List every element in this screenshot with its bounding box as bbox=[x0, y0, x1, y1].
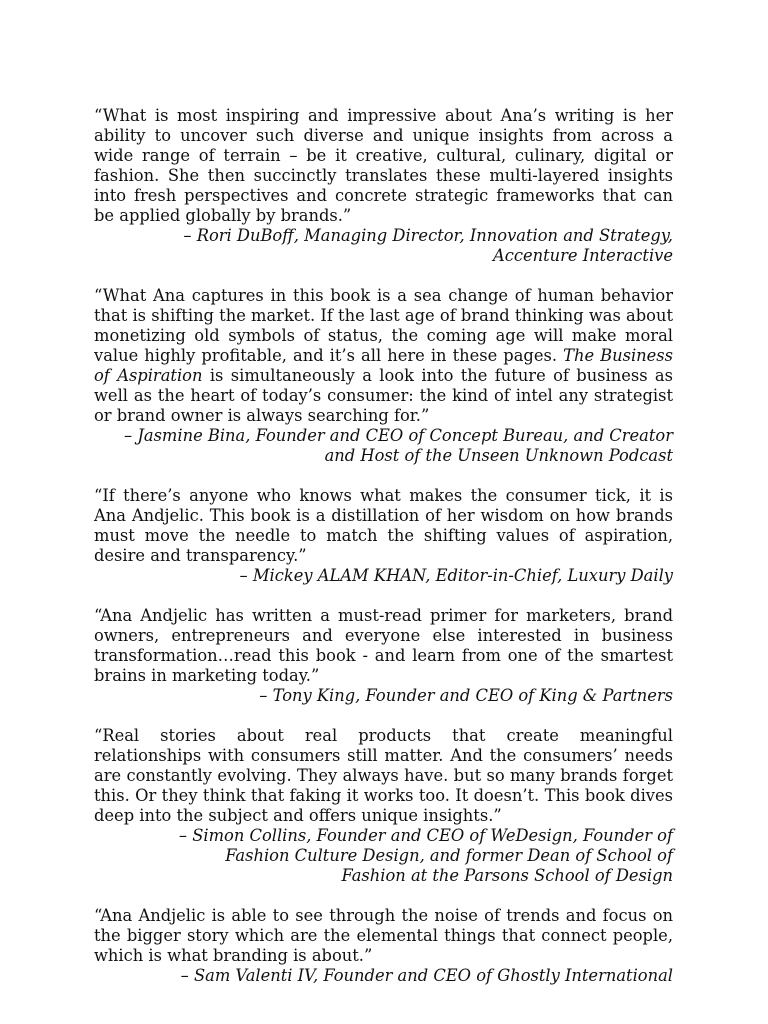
attribution-line: – Rori DuBoff, Managing Director, Innovation and Strategy, bbox=[183, 226, 673, 245]
testimonial-quote: “Real stories about real products that create meaningful relationships with consumers still matter. And the consumers’ needs are constantly evolving. They always have. but so many brands forget this. Or they think that faking it works too. It doesn’t. This book dives deep into the subject and offers unique insights.” bbox=[94, 726, 673, 825]
praise-page bbox=[94, 106, 673, 1006]
attribution-line: Accenture Interactive bbox=[492, 246, 673, 265]
attribution-line: – Jasmine Bina, Founder and CEO of Concept Bureau, and Creator bbox=[124, 426, 673, 445]
testimonial-attribution bbox=[94, 566, 673, 586]
testimonial-attribution bbox=[94, 686, 673, 706]
testimonial-jasmine-bina bbox=[94, 286, 673, 466]
attribution-line: – Mickey ALAM KHAN, Editor-in-Chief, Luxury Daily bbox=[239, 566, 673, 585]
quote-text: “What Ana captures in this book is a sea change of human behavior that is shifting the market. If the last age of brand thinking was about monetizing old symbols of status, the coming age will make moral value highly profitable, and it’s all here in these pages. bbox=[94, 286, 673, 365]
testimonial-attribution bbox=[94, 426, 673, 466]
testimonial-simon-collins bbox=[94, 726, 673, 886]
attribution-line: and Host of the Unseen Unknown Podcast bbox=[324, 446, 673, 465]
attribution-line: Fashion at the Parsons School of Design bbox=[341, 866, 673, 885]
testimonial-tony-king bbox=[94, 606, 673, 706]
quote-text: is simultaneously a look into the future of business as well as the heart of today’s consumer: the kind of intel any strategist or brand owner is always searching for.” bbox=[94, 366, 673, 425]
book-title: The Business of Aspiration bbox=[94, 346, 673, 385]
testimonial-quote: “If there’s anyone who knows what makes the consumer tick, it is Ana Andjelic. This book is a distillation of her wisdom on how brands must move the needle to match the shifting values of aspiration, desire and transparency.” bbox=[94, 486, 673, 565]
testimonial-mickey-alam-khan bbox=[94, 486, 673, 586]
attribution-line: – Simon Collins, Founder and CEO of WeDesign, Founder of bbox=[178, 826, 673, 845]
attribution-line: – Tony King, Founder and CEO of King & Partners bbox=[259, 686, 673, 705]
testimonial-quote: “Ana Andjelic is able to see through the noise of trends and focus on the bigger story which are the elemental things that connect people, which is what branding is about.” bbox=[94, 906, 673, 965]
testimonial-sam-valenti bbox=[94, 906, 673, 986]
testimonial-quote: “Ana Andjelic has written a must-read primer for marketers, brand owners, entrepreneurs and everyone else interested in business transformation…read this book - and learn from one of the smartest brains in marketing today.” bbox=[94, 606, 673, 685]
testimonial-attribution bbox=[94, 226, 673, 266]
attribution-line: Fashion Culture Design, and former Dean of School of bbox=[225, 846, 673, 865]
testimonial-attribution bbox=[94, 826, 673, 886]
attribution-line: – Sam Valenti IV, Founder and CEO of Ghostly International bbox=[180, 966, 673, 985]
testimonial-quote: “What is most inspiring and impressive about Ana’s writing is her ability to uncover such diverse and unique insights from across a wide range of terrain – be it creative, cultural, culinary, digital or fashion. She then succinctly translates these multi-layered insights into fresh perspectives and concrete strategic frameworks that can be applied globally by brands.” bbox=[94, 106, 673, 225]
testimonial-attribution bbox=[94, 966, 673, 986]
testimonial-quote bbox=[94, 286, 673, 426]
testimonial-rori-duboff bbox=[94, 106, 673, 266]
